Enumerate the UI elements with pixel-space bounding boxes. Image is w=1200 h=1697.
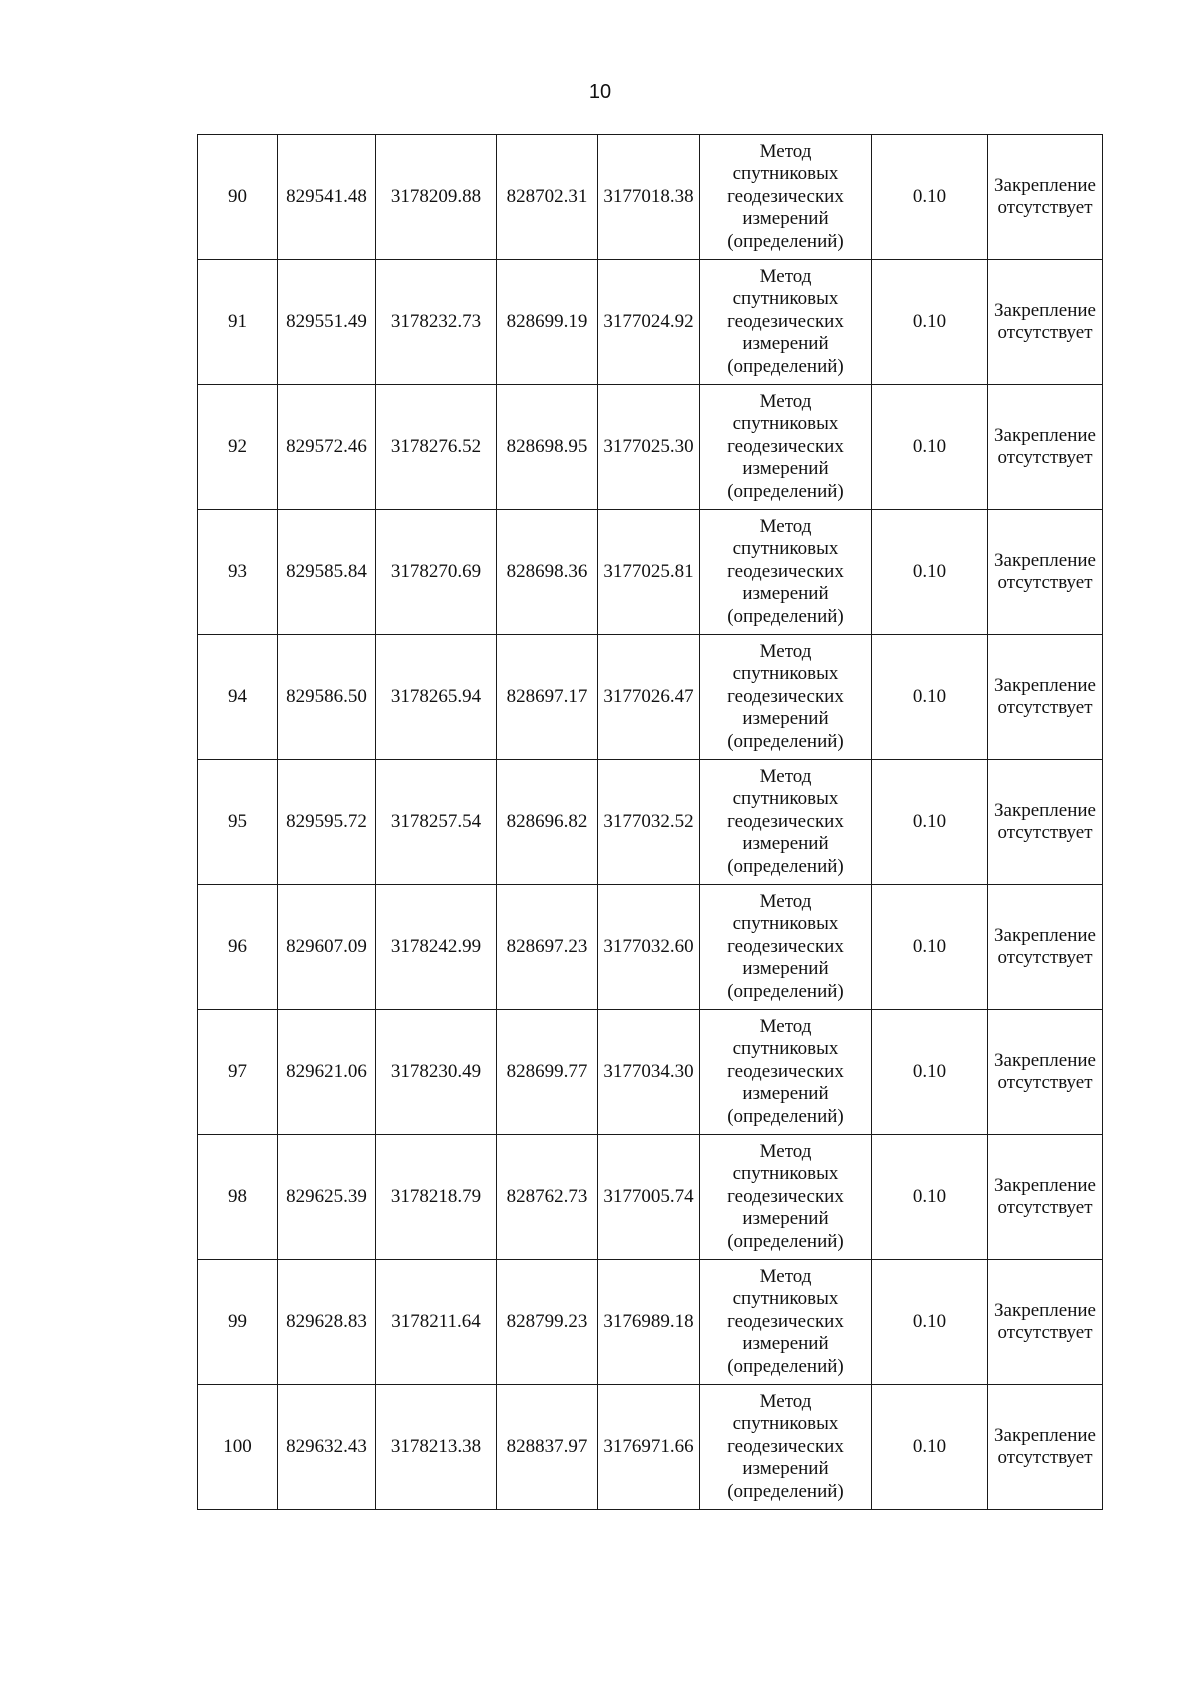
y2-coordinate-cell: 3176989.18 — [598, 1260, 700, 1385]
x2-coordinate-cell: 828699.77 — [497, 1010, 598, 1135]
fixing-cell — [988, 1260, 1103, 1385]
accuracy-cell: 0.10 — [872, 1385, 988, 1510]
method-line: геодезических — [727, 560, 844, 582]
method-line: (определений) — [727, 230, 844, 252]
method-cell — [700, 760, 872, 885]
y2-coordinate-cell: 3176971.66 — [598, 1385, 700, 1510]
point-number-cell: 99 — [198, 1260, 278, 1385]
table-row — [198, 635, 1103, 760]
x2-coordinate-cell: 828762.73 — [497, 1135, 598, 1260]
fixing-line: Закрепление — [994, 1175, 1096, 1196]
table-row — [198, 135, 1103, 260]
fixing-line: отсутствует — [997, 447, 1093, 468]
method-line: (определений) — [727, 1105, 844, 1127]
fixing-line: Закрепление — [994, 1050, 1096, 1071]
method-line: спутниковых — [732, 538, 839, 560]
y2-coordinate-cell: 3177005.74 — [598, 1135, 700, 1260]
method-line: (определений) — [727, 480, 844, 502]
x-coordinate-cell: 829586.50 — [278, 635, 376, 760]
method-line: Метод — [759, 1390, 812, 1412]
fixing-line: отсутствует — [997, 1447, 1093, 1468]
method-line: (определений) — [727, 1230, 844, 1252]
method-line: геодезических — [727, 310, 844, 332]
fixing-cell — [988, 760, 1103, 885]
fixing-cell — [988, 510, 1103, 635]
fixing-line: Закрепление — [994, 175, 1096, 196]
method-line: измерений — [742, 1333, 829, 1355]
fixing-cell — [988, 385, 1103, 510]
fixing-line: отсутствует — [997, 1322, 1093, 1343]
fixing-line: отсутствует — [997, 1197, 1093, 1218]
y-coordinate-cell: 3178213.38 — [376, 1385, 497, 1510]
x-coordinate-cell: 829625.39 — [278, 1135, 376, 1260]
y-coordinate-cell: 3178211.64 — [376, 1260, 497, 1385]
point-number-cell: 92 — [198, 385, 278, 510]
method-cell — [700, 135, 872, 260]
method-line: спутниковых — [732, 1163, 839, 1185]
table-row — [198, 385, 1103, 510]
table-row — [198, 510, 1103, 635]
table-row — [198, 885, 1103, 1010]
table-row — [198, 1010, 1103, 1135]
method-line: измерений — [742, 458, 829, 480]
method-line: геодезических — [727, 1310, 844, 1332]
method-line: измерений — [742, 208, 829, 230]
method-line: спутниковых — [732, 788, 839, 810]
fixing-line: отсутствует — [997, 697, 1093, 718]
table-row — [198, 1260, 1103, 1385]
accuracy-cell: 0.10 — [872, 260, 988, 385]
method-line: (определений) — [727, 605, 844, 627]
x2-coordinate-cell: 828837.97 — [497, 1385, 598, 1510]
x2-coordinate-cell: 828702.31 — [497, 135, 598, 260]
method-line: (определений) — [727, 355, 844, 377]
x2-coordinate-cell: 828699.19 — [497, 260, 598, 385]
table-body — [198, 135, 1103, 1510]
fixing-line: отсутствует — [997, 947, 1093, 968]
accuracy-cell: 0.10 — [872, 760, 988, 885]
fixing-line: Закрепление — [994, 550, 1096, 571]
method-line: геодезических — [727, 1185, 844, 1207]
method-line: спутниковых — [732, 1413, 839, 1435]
x2-coordinate-cell: 828697.17 — [497, 635, 598, 760]
method-line: измерений — [742, 1083, 829, 1105]
fixing-line: Закрепление — [994, 300, 1096, 321]
x2-coordinate-cell: 828697.23 — [497, 885, 598, 1010]
accuracy-cell: 0.10 — [872, 1010, 988, 1135]
point-number-cell: 91 — [198, 260, 278, 385]
point-number-cell: 94 — [198, 635, 278, 760]
accuracy-cell: 0.10 — [872, 385, 988, 510]
x-coordinate-cell: 829541.48 — [278, 135, 376, 260]
y-coordinate-cell: 3178230.49 — [376, 1010, 497, 1135]
method-line: спутниковых — [732, 163, 839, 185]
table-row — [198, 260, 1103, 385]
x-coordinate-cell: 829551.49 — [278, 260, 376, 385]
method-cell — [700, 260, 872, 385]
method-cell — [700, 1135, 872, 1260]
method-line: геодезических — [727, 185, 844, 207]
y-coordinate-cell: 3178242.99 — [376, 885, 497, 1010]
method-line: спутниковых — [732, 1038, 839, 1060]
method-line: геодезических — [727, 935, 844, 957]
method-line: (определений) — [727, 980, 844, 1002]
method-cell — [700, 385, 872, 510]
method-line: спутниковых — [732, 663, 839, 685]
method-line: геодезических — [727, 435, 844, 457]
method-cell — [700, 635, 872, 760]
fixing-line: отсутствует — [997, 572, 1093, 593]
point-number-cell: 97 — [198, 1010, 278, 1135]
x-coordinate-cell: 829621.06 — [278, 1010, 376, 1135]
fixing-line: Закрепление — [994, 925, 1096, 946]
method-cell — [700, 1010, 872, 1135]
method-line: Метод — [759, 765, 812, 787]
x2-coordinate-cell: 828698.95 — [497, 385, 598, 510]
accuracy-cell: 0.10 — [872, 635, 988, 760]
method-line: спутниковых — [732, 288, 839, 310]
method-line: геодезических — [727, 685, 844, 707]
y-coordinate-cell: 3178265.94 — [376, 635, 497, 760]
fixing-line: Закрепление — [994, 425, 1096, 446]
method-line: геодезических — [727, 1060, 844, 1082]
accuracy-cell: 0.10 — [872, 510, 988, 635]
x-coordinate-cell: 829607.09 — [278, 885, 376, 1010]
coordinates-table — [197, 134, 1103, 1510]
method-line: Метод — [759, 890, 812, 912]
method-line: измерений — [742, 708, 829, 730]
method-line: (определений) — [727, 730, 844, 752]
method-line: Метод — [759, 1140, 812, 1162]
table-row — [198, 1385, 1103, 1510]
method-line: Метод — [759, 1015, 812, 1037]
fixing-cell — [988, 1135, 1103, 1260]
method-line: (определений) — [727, 855, 844, 877]
fixing-cell — [988, 135, 1103, 260]
point-number-cell: 95 — [198, 760, 278, 885]
method-line: измерений — [742, 583, 829, 605]
method-line: спутниковых — [732, 1288, 839, 1310]
x2-coordinate-cell: 828696.82 — [497, 760, 598, 885]
method-line: Метод — [759, 265, 812, 287]
y-coordinate-cell: 3178257.54 — [376, 760, 497, 885]
y-coordinate-cell: 3178270.69 — [376, 510, 497, 635]
point-number-cell: 98 — [198, 1135, 278, 1260]
method-line: Метод — [759, 640, 812, 662]
method-line: (определений) — [727, 1355, 844, 1377]
y2-coordinate-cell: 3177032.52 — [598, 760, 700, 885]
x-coordinate-cell: 829572.46 — [278, 385, 376, 510]
table-row — [198, 760, 1103, 885]
page-number: 10 — [588, 81, 612, 103]
fixing-line: Закрепление — [994, 675, 1096, 696]
y2-coordinate-cell: 3177026.47 — [598, 635, 700, 760]
method-line: Метод — [759, 390, 812, 412]
fixing-line: Закрепление — [994, 1300, 1096, 1321]
y2-coordinate-cell: 3177032.60 — [598, 885, 700, 1010]
y2-coordinate-cell: 3177024.92 — [598, 260, 700, 385]
method-line: спутниковых — [732, 913, 839, 935]
x2-coordinate-cell: 828799.23 — [497, 1260, 598, 1385]
fixing-line: отсутствует — [997, 197, 1093, 218]
accuracy-cell: 0.10 — [872, 135, 988, 260]
fixing-line: Закрепление — [994, 1425, 1096, 1446]
fixing-cell — [988, 1010, 1103, 1135]
method-cell — [700, 510, 872, 635]
y-coordinate-cell: 3178209.88 — [376, 135, 497, 260]
x-coordinate-cell: 829632.43 — [278, 1385, 376, 1510]
fixing-cell — [988, 260, 1103, 385]
y2-coordinate-cell: 3177025.81 — [598, 510, 700, 635]
method-line: Метод — [759, 1265, 812, 1287]
fixing-line: отсутствует — [997, 1072, 1093, 1093]
method-cell — [700, 1385, 872, 1510]
method-line: измерений — [742, 958, 829, 980]
point-number-cell: 100 — [198, 1385, 278, 1510]
x-coordinate-cell: 829628.83 — [278, 1260, 376, 1385]
method-cell — [700, 885, 872, 1010]
fixing-line: отсутствует — [997, 322, 1093, 343]
method-line: Метод — [759, 515, 812, 537]
y2-coordinate-cell: 3177025.30 — [598, 385, 700, 510]
point-number-cell: 90 — [198, 135, 278, 260]
y-coordinate-cell: 3178232.73 — [376, 260, 497, 385]
method-line: измерений — [742, 833, 829, 855]
method-line: измерений — [742, 333, 829, 355]
y2-coordinate-cell: 3177034.30 — [598, 1010, 700, 1135]
x-coordinate-cell: 829585.84 — [278, 510, 376, 635]
fixing-cell — [988, 1385, 1103, 1510]
fixing-cell — [988, 885, 1103, 1010]
point-number-cell: 93 — [198, 510, 278, 635]
accuracy-cell: 0.10 — [872, 885, 988, 1010]
accuracy-cell: 0.10 — [872, 1260, 988, 1385]
method-line: измерений — [742, 1458, 829, 1480]
method-line: геодезических — [727, 1435, 844, 1457]
y2-coordinate-cell: 3177018.38 — [598, 135, 700, 260]
method-line: (определений) — [727, 1480, 844, 1502]
table-row — [198, 1135, 1103, 1260]
x-coordinate-cell: 829595.72 — [278, 760, 376, 885]
method-line: геодезических — [727, 810, 844, 832]
fixing-cell — [988, 635, 1103, 760]
point-number-cell: 96 — [198, 885, 278, 1010]
method-line: Метод — [759, 140, 812, 162]
x2-coordinate-cell: 828698.36 — [497, 510, 598, 635]
method-line: спутниковых — [732, 413, 839, 435]
accuracy-cell: 0.10 — [872, 1135, 988, 1260]
method-cell — [700, 1260, 872, 1385]
y-coordinate-cell: 3178218.79 — [376, 1135, 497, 1260]
y-coordinate-cell: 3178276.52 — [376, 385, 497, 510]
method-line: измерений — [742, 1208, 829, 1230]
fixing-line: Закрепление — [994, 800, 1096, 821]
fixing-line: отсутствует — [997, 822, 1093, 843]
